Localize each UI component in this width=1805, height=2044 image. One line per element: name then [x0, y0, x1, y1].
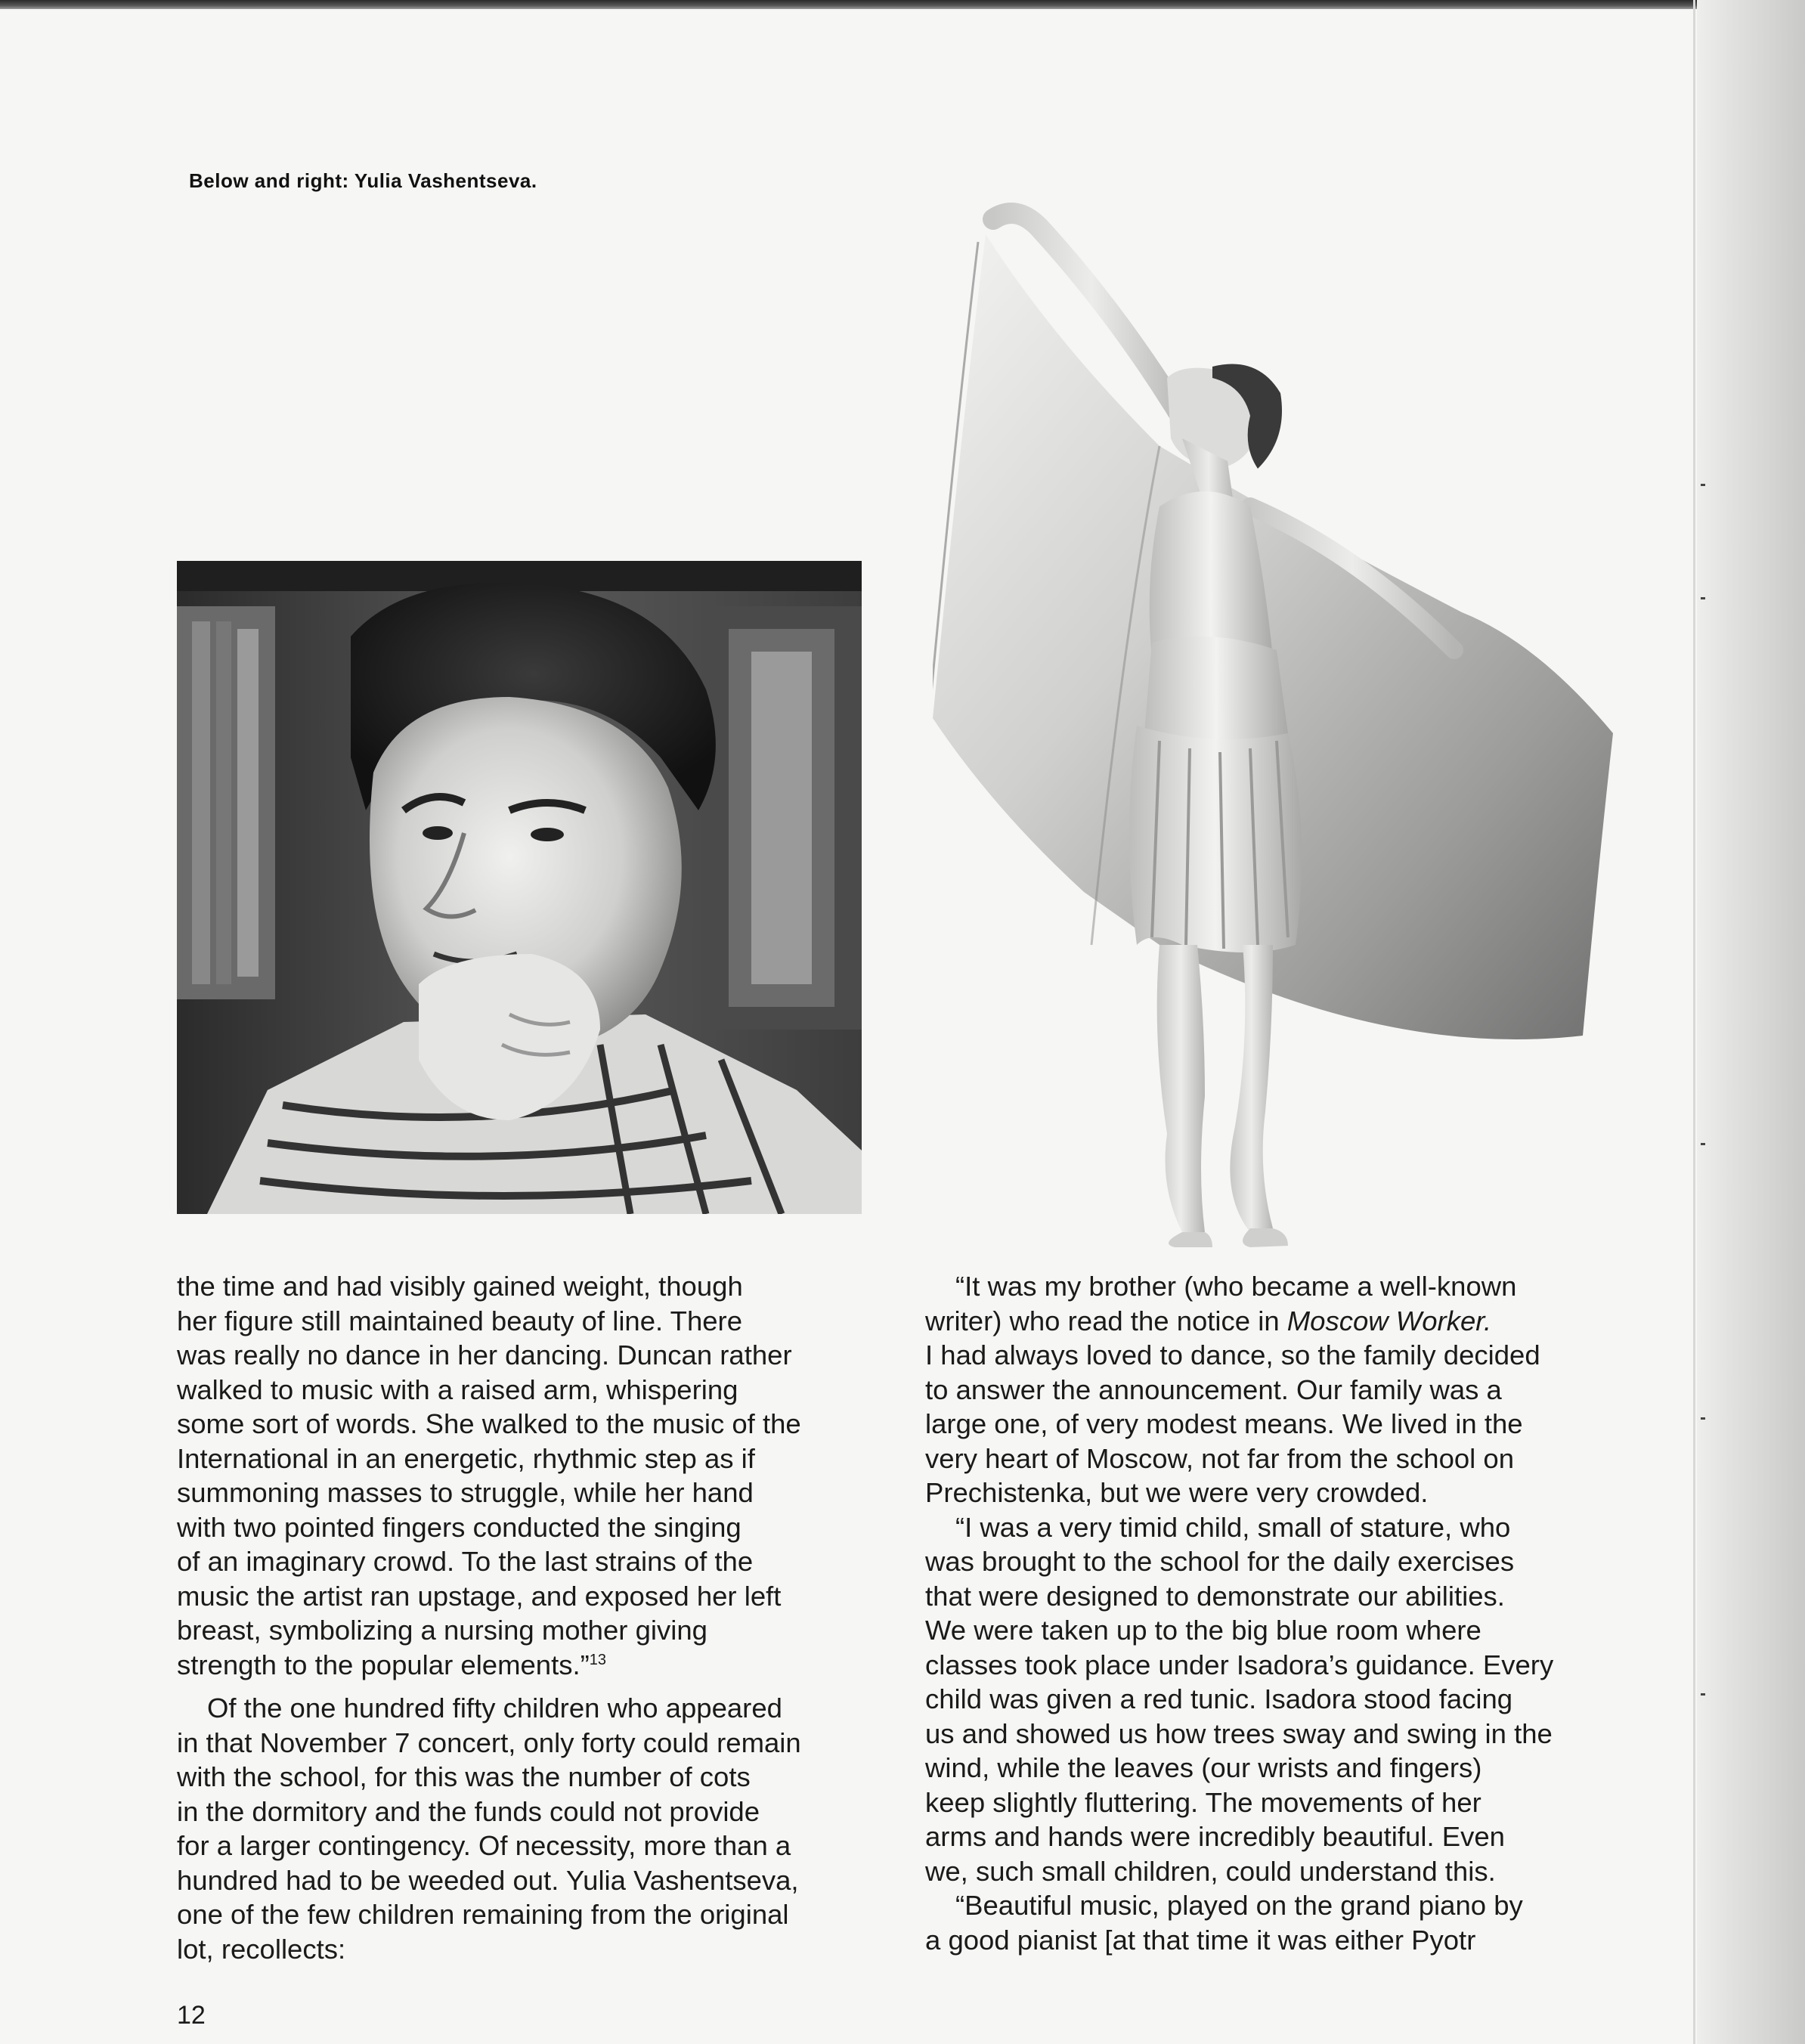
text-line: her figure still maintained beauty of line. There	[177, 1305, 743, 1336]
text-line: wind, while the leaves (our wrists and fingers)	[925, 1752, 1482, 1783]
gutter-mark	[1701, 1693, 1705, 1696]
text-line: in that November 7 concert, only forty could remain	[177, 1727, 801, 1758]
text-line: classes took place under Isadora’s guidance. Every	[925, 1649, 1554, 1680]
text-line: a good pianist [at that time it was either Pyotr	[925, 1924, 1476, 1956]
text-line: music the artist ran upstage, and exposed her left	[177, 1580, 782, 1612]
text-line: us and showed us how trees sway and swing in the	[925, 1717, 1553, 1749]
text-line	[177, 1648, 880, 1683]
dancer-photo	[933, 189, 1628, 1247]
photo-caption: Below and right: Yulia Vashentseva.	[189, 169, 537, 192]
text-line	[925, 1304, 1621, 1339]
text-line: child was given a red tunic. Isadora stood facing	[925, 1683, 1513, 1714]
right-text-column	[925, 1269, 1621, 1957]
text-line: We were taken up to the big blue room where	[925, 1615, 1481, 1646]
newspaper-title: Moscow Worker.	[1286, 1305, 1492, 1336]
page-number: 12	[177, 2001, 206, 2030]
text-line: of an imaginary crowd. To the last strains of the	[177, 1546, 754, 1577]
text-line: “Beautiful music, played on the grand piano by	[955, 1890, 1523, 1921]
gutter-mark	[1701, 484, 1705, 486]
text-line: “It was my brother (who became a well-known	[955, 1271, 1517, 1302]
portrait-photo	[177, 561, 862, 1214]
text-line: I had always loved to dance, so the family decided	[925, 1339, 1540, 1370]
text-line: walked to music with a raised arm, whispering	[177, 1374, 738, 1405]
text-line: in the dormitory and the funds could not provide	[177, 1795, 760, 1827]
text-line: Of the one hundred fifty children who appeared	[207, 1692, 782, 1723]
text-line: “I was a very timid child, small of stature, who	[955, 1511, 1511, 1543]
text-line: summoning masses to struggle, while her hand	[177, 1477, 754, 1508]
paragraph-children	[177, 1691, 880, 1726]
text-line: large one, of very modest means. We lived in the	[925, 1408, 1523, 1439]
portrait-illustration	[177, 561, 862, 1214]
text-line: the time and had visibly gained weight, though	[177, 1271, 743, 1302]
left-text-column	[177, 1269, 880, 1966]
paragraph-brother	[925, 1269, 1621, 1510]
text-line: hundred had to be weeded out. Yulia Vashentseva,	[177, 1864, 799, 1896]
text-line: to answer the announcement. Our family was a	[925, 1374, 1502, 1405]
text-line: was brought to the school for the daily exercises	[925, 1546, 1515, 1577]
text-line: that were designed to demonstrate our abilities.	[925, 1580, 1505, 1612]
book-gutter	[1697, 0, 1805, 2044]
text-line: very heart of Moscow, not far from the school on	[925, 1442, 1515, 1474]
gutter-mark	[1701, 1143, 1705, 1145]
paragraph-timid-child	[925, 1510, 1621, 1889]
text-line: with two pointed fingers conducted the singing	[177, 1511, 742, 1543]
text-line-start: writer) who read the notice in	[925, 1305, 1287, 1336]
gutter-mark	[1701, 597, 1705, 599]
book-gutter-line	[1693, 0, 1695, 2044]
text-line: one of the few children remaining from the original	[177, 1899, 789, 1930]
text-line: lot, recollects:	[177, 1933, 346, 1965]
text-line: Prechistenka, but we were very crowded.	[925, 1477, 1429, 1508]
text-line: was really no dance in her dancing. Duncan rather	[177, 1339, 792, 1370]
text-line: arms and hands were incredibly beautiful. Even	[925, 1821, 1505, 1852]
page-top-edge	[0, 0, 1805, 9]
text-line: we, such small children, could understand this.	[925, 1855, 1496, 1887]
text-line: for a larger contingency. Of necessity, more than a	[177, 1830, 791, 1861]
text-line: International in an energetic, rhythmic step as if	[177, 1442, 755, 1474]
paragraph-continuation	[177, 1269, 880, 1682]
text-line: with the school, for this was the number of cots	[177, 1761, 751, 1792]
gutter-mark	[1701, 1417, 1705, 1420]
paragraph-music	[925, 1888, 1621, 1957]
text-line-end: strength to the popular elements.”	[177, 1649, 590, 1680]
text-line: keep slightly fluttering. The movements of her	[925, 1786, 1481, 1818]
paragraph-children-rest	[177, 1726, 880, 1967]
footnote-marker: 13	[589, 1651, 607, 1668]
dancer-illustration	[933, 189, 1628, 1247]
text-line: some sort of words. She walked to the music of the	[177, 1408, 801, 1439]
text-line: breast, symbolizing a nursing mother giving	[177, 1615, 707, 1646]
